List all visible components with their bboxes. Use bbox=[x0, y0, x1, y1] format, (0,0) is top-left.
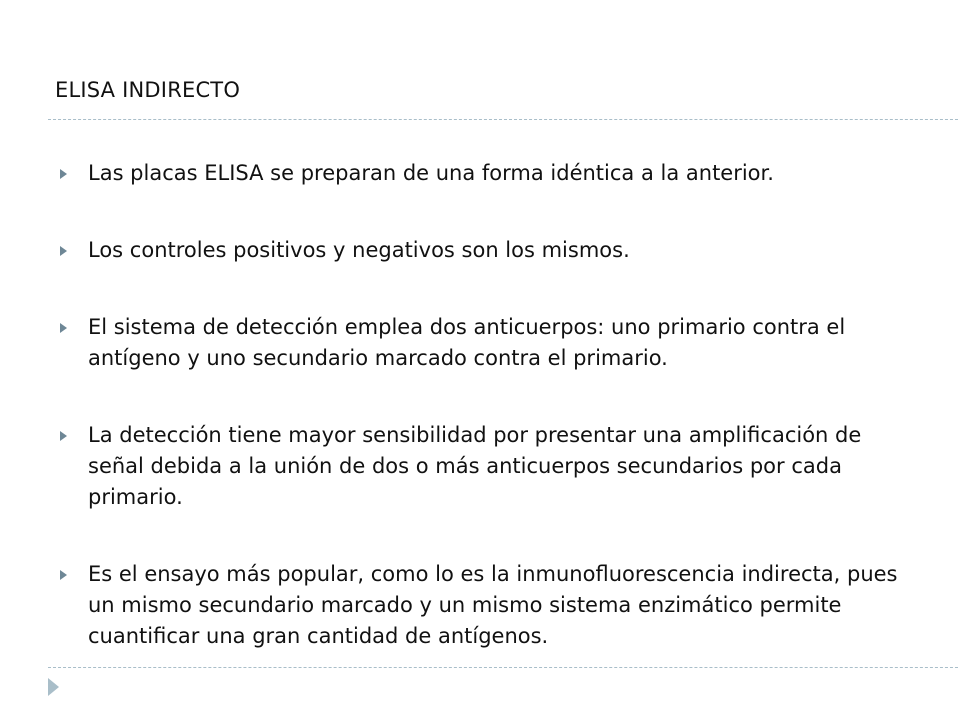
bullet-text: Es el ensayo más popular, como lo es la inmunofluorescencia indirecta, pues un mismo secundario marcado y un mismo sistema enzimático permite cuantificar una gran cantidad de antígenos. bbox=[88, 562, 898, 648]
bullet-text: La detección tiene mayor sensibilidad por presentar una amplificación de señal debida a la unión de dos o más anticuerpos secundarios por cada primario. bbox=[88, 423, 862, 509]
bullet-text: Los controles positivos y negativos son los mismos. bbox=[88, 238, 630, 262]
bullet-arrow-icon bbox=[60, 169, 67, 179]
footer-arrow-icon bbox=[48, 678, 59, 696]
bullet-arrow-icon bbox=[60, 246, 67, 256]
bullet-arrow-icon bbox=[60, 431, 67, 441]
bullet-item bbox=[58, 312, 898, 374]
bullet-arrow-icon bbox=[60, 323, 67, 333]
bullet-text: Las placas ELISA se preparan de una forma idéntica a la anterior. bbox=[88, 161, 774, 185]
bullet-item bbox=[58, 559, 898, 652]
bullet-text: El sistema de detección emplea dos anticuerpos: uno primario contra el antígeno y uno secundario marcado contra el primario. bbox=[88, 315, 846, 370]
bullet-arrow-icon bbox=[60, 570, 67, 580]
bullet-item bbox=[58, 235, 898, 266]
slide-title: ELISA INDIRECTO bbox=[55, 78, 241, 102]
bullet-item bbox=[58, 158, 898, 189]
bullet-item bbox=[58, 420, 898, 513]
bottom-divider bbox=[48, 667, 960, 668]
bullet-list bbox=[58, 158, 898, 698]
top-divider bbox=[48, 119, 960, 120]
